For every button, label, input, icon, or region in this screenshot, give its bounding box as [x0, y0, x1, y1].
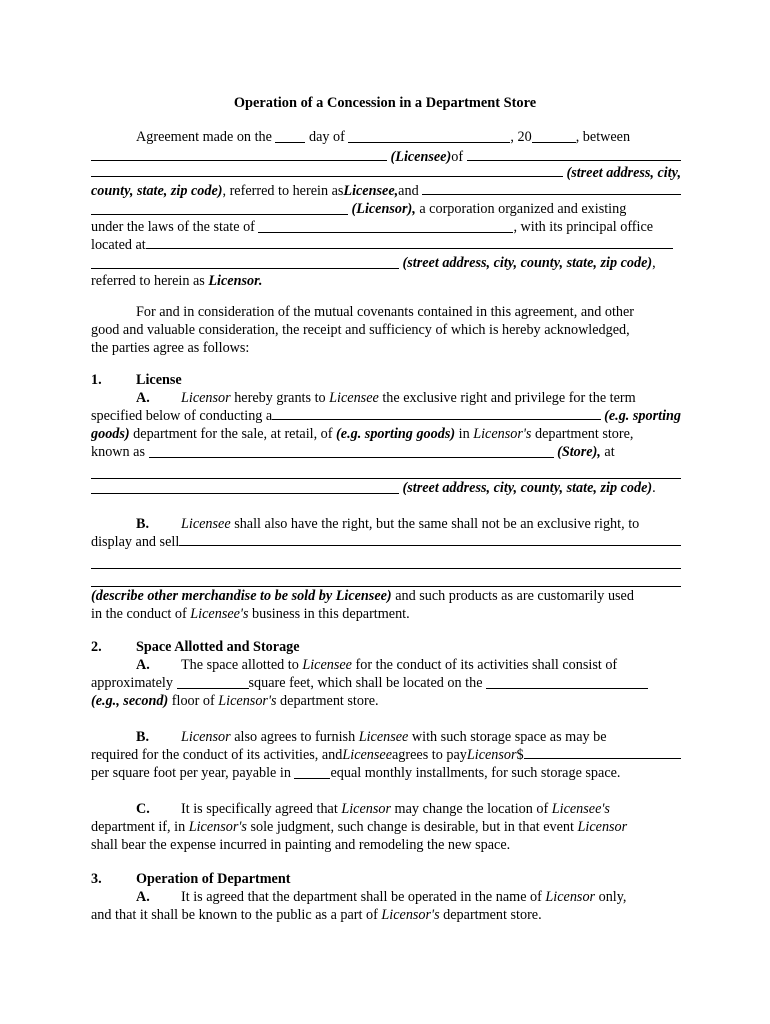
- blank-day[interactable]: [275, 128, 305, 143]
- clause-letter: A.: [136, 889, 150, 905]
- blank-licensor-name-2[interactable]: [91, 200, 348, 215]
- term: Licensee: [302, 657, 352, 673]
- clause-line: [91, 587, 681, 605]
- clause-text: business in this department.: [248, 606, 410, 622]
- clause-text: and such products as are customarily used: [391, 588, 634, 604]
- blank-licensee-address-2[interactable]: [91, 176, 563, 177]
- clause-line: [91, 906, 681, 924]
- clause-text: specified below of conducting a: [91, 408, 273, 424]
- merchandise-label: (describe other merchandise to be sold by Licensee): [91, 588, 392, 604]
- term: Licensee: [329, 390, 379, 406]
- clause-text: in: [455, 426, 474, 442]
- clause-line: [91, 764, 681, 782]
- clause-text: may change the location of: [391, 801, 552, 817]
- intro-text: , referred to herein as: [222, 183, 344, 199]
- blank-square-feet[interactable]: [177, 674, 249, 689]
- clause-text: sole judgment, such change is desirable, but in that event: [246, 819, 578, 835]
- blank-merchandise-3[interactable]: [91, 569, 681, 587]
- clause-text: only,: [595, 889, 627, 905]
- clause-text: the exclusive right and privilege for the term: [378, 390, 636, 406]
- clause-text: hereby grants to: [230, 390, 330, 406]
- clause-line: [91, 800, 681, 818]
- intro-line: [91, 164, 681, 182]
- blank-principal-office[interactable]: [146, 248, 673, 249]
- term: Licensee: [181, 516, 231, 532]
- section-title: Space Allotted and Storage: [136, 639, 300, 655]
- blank-store-address[interactable]: [91, 461, 681, 479]
- clause-text: department for the sale, at retail, of: [129, 426, 337, 442]
- intro-text: located at: [91, 237, 146, 253]
- clause-text: square feet, which shall be located on the: [248, 675, 487, 691]
- clause-line: [91, 443, 681, 461]
- clause-line: [91, 692, 681, 710]
- blank-store-address-2[interactable]: [91, 479, 399, 494]
- licensor-label: (Licensor),: [351, 201, 416, 217]
- term: Licensor: [545, 889, 596, 905]
- section-2: [91, 638, 681, 854]
- address-label: (street address, city, county, state, zip code): [402, 480, 653, 496]
- clause-text: per square foot per year, payable in: [91, 765, 295, 781]
- clause-line: shall bear the expense incurred in painting and remodeling the new space.: [91, 837, 511, 853]
- blank-installments[interactable]: [294, 764, 330, 779]
- clause-line: [91, 605, 681, 623]
- clause-text: at: [600, 444, 615, 460]
- intro-line: [91, 218, 681, 236]
- term: Licensor: [577, 819, 628, 835]
- clause-text: shall also have the right, but the same shall not be an exclusive right, to: [230, 516, 640, 532]
- clause-line: [91, 746, 681, 764]
- blank-licensee-name[interactable]: [91, 146, 387, 161]
- term: Licensor's: [218, 693, 277, 709]
- clause-text: display and sell: [91, 534, 180, 550]
- clause-line: [91, 656, 681, 674]
- section-heading: [91, 870, 681, 888]
- spacer: [91, 497, 681, 515]
- clause-text: department store.: [276, 693, 379, 709]
- intro-text: , 20: [510, 129, 532, 145]
- clause-line: [91, 888, 681, 906]
- clause-line: [91, 479, 681, 497]
- blank-month[interactable]: [348, 128, 510, 143]
- intro-text: , with its principal office: [513, 219, 654, 235]
- intro-text: , between: [575, 129, 631, 145]
- blank-licensor-name[interactable]: [422, 194, 681, 195]
- term: Licensee: [358, 729, 409, 745]
- clause-text: known as: [91, 444, 149, 460]
- clause-line: [91, 425, 681, 443]
- clause-letter: C.: [136, 801, 150, 817]
- term: Licensor's: [381, 907, 440, 923]
- address-label: (street address, city, county, state, zip code): [402, 255, 653, 271]
- clause-text: floor of: [168, 693, 219, 709]
- section-title: Operation of Department: [136, 871, 291, 887]
- clause-text: $: [516, 747, 524, 763]
- consideration-line: For and in consideration of the mutual covenants contained in this agreement, and other: [136, 304, 634, 320]
- clause-text: also agrees to furnish: [230, 729, 359, 745]
- term: Licensor: [466, 747, 517, 763]
- example-label: goods): [91, 426, 130, 442]
- intro-text: a corporation organized and existing: [415, 201, 627, 217]
- blank-storage-rate[interactable]: [524, 758, 681, 759]
- intro-text: under the laws of the state of: [91, 219, 259, 235]
- clause-line: [91, 389, 681, 407]
- blank-year[interactable]: [532, 128, 576, 143]
- licensor-term: Licensor.: [208, 273, 263, 289]
- clause-line: [91, 407, 681, 425]
- intro-line: [91, 182, 681, 200]
- consideration-line: good and valuable consideration, the receipt and sufficiency of which is hereby acknowledged,: [91, 322, 630, 338]
- clause-text: .: [652, 480, 656, 496]
- clause-letter: A.: [136, 657, 150, 673]
- blank-licensee-address[interactable]: [467, 160, 681, 161]
- intro-text: day of: [305, 129, 349, 145]
- clause-text: The space allotted to: [181, 657, 303, 673]
- clause-text: It is agreed that the department shall be operated in the name of: [181, 889, 546, 905]
- term: Licensee: [342, 747, 392, 763]
- clause-text: agrees to pay: [392, 747, 467, 763]
- section-number: 3.: [91, 871, 102, 887]
- clause-line: [91, 728, 681, 746]
- intro-text: of: [451, 149, 464, 164]
- section-3: [91, 870, 681, 924]
- document-title: Operation of a Concession in a Department Store: [233, 95, 537, 111]
- clause-text: and that it shall be known to the public as a part of: [91, 907, 382, 923]
- address-label: county, state, zip code): [91, 183, 223, 199]
- clause-text: approximately: [91, 675, 177, 691]
- example-label: (e.g. sporting: [604, 408, 681, 424]
- clause-line: [91, 674, 681, 692]
- section-heading: [91, 638, 681, 656]
- clause-text: equal monthly installments, for such storage space.: [330, 765, 621, 781]
- clause-text: in the conduct of: [91, 606, 191, 622]
- licensee-term: Licensee,: [343, 183, 399, 199]
- clause-letter: B.: [136, 729, 150, 745]
- intro-text: Agreement made on the: [136, 129, 276, 145]
- consideration-line: the parties agree as follows:: [91, 340, 250, 356]
- example-label: (e.g., second): [91, 693, 169, 709]
- blank-department[interactable]: [272, 419, 600, 420]
- intro-line: [91, 128, 681, 146]
- example-label: (e.g. sporting goods): [336, 426, 456, 442]
- intro-text: referred to herein as: [91, 273, 209, 289]
- clause-text: department if, in: [91, 819, 189, 835]
- intro-paragraph: [91, 128, 681, 290]
- section-heading: [91, 371, 681, 389]
- clause-text: with such storage space as may be: [408, 729, 607, 745]
- address-label: (street address, city,: [566, 165, 681, 181]
- intro-line: [91, 146, 681, 164]
- clause-text: required for the conduct of its activities, and: [91, 747, 343, 763]
- blank-principal-office-2[interactable]: [91, 254, 399, 269]
- spacer: [91, 782, 681, 800]
- consideration-paragraph: [91, 303, 681, 357]
- clause-text: department store,: [531, 426, 634, 442]
- section-number: 2.: [91, 639, 102, 655]
- blank-state[interactable]: [258, 218, 513, 233]
- intro-line: [91, 200, 681, 218]
- blank-merchandise[interactable]: [179, 545, 681, 546]
- spacer: [91, 710, 681, 728]
- intro-line: [91, 236, 681, 254]
- term: Licensor's: [188, 819, 247, 835]
- blank-store-name[interactable]: [149, 443, 554, 458]
- term: Licensor: [341, 801, 391, 817]
- term: Licensor: [181, 729, 231, 745]
- section-title: License: [136, 372, 182, 388]
- blank-floor[interactable]: [486, 674, 648, 689]
- store-label: (Store),: [557, 444, 601, 460]
- clause-line: [91, 515, 681, 533]
- intro-text: ,: [652, 255, 656, 271]
- intro-line: [91, 272, 681, 290]
- intro-line: [91, 254, 681, 272]
- blank-merchandise-2[interactable]: [91, 551, 681, 569]
- clause-text: department store.: [439, 907, 542, 923]
- term: Licensor: [181, 390, 231, 406]
- clause-letter: A.: [136, 390, 150, 406]
- section-1: [91, 371, 681, 623]
- clause-text: for the conduct of its activities shall consist of: [351, 657, 618, 673]
- clause-letter: B.: [136, 516, 150, 532]
- section-number: 1.: [91, 372, 102, 388]
- clause-line: [91, 818, 681, 836]
- licensee-label: (Licensee): [390, 149, 452, 164]
- term: Licensee's: [551, 801, 610, 817]
- term: Licensor's: [473, 426, 532, 442]
- clause-line: [91, 533, 681, 551]
- clause-text: It is specifically agreed that: [181, 801, 342, 817]
- intro-text: and: [398, 183, 419, 199]
- term: Licensee's: [190, 606, 249, 622]
